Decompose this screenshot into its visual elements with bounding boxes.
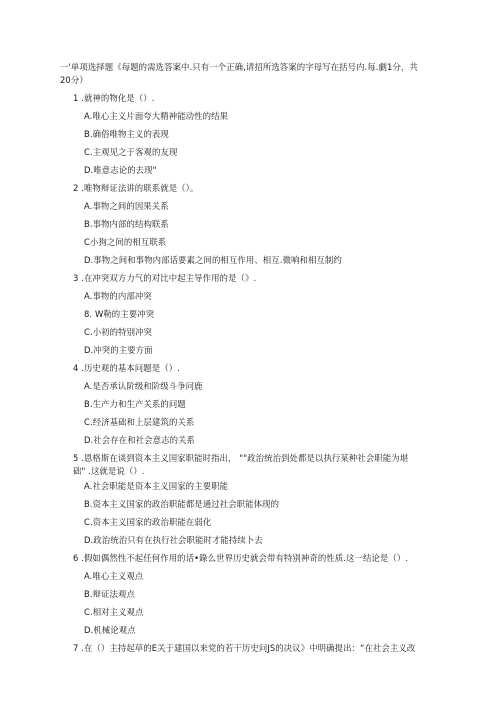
q6-option-d: D.机械论观点 — [84, 625, 136, 635]
q1-option-a: A.唯心主义片面夸大精神能动性的结果 — [84, 111, 229, 121]
question-1: 1 .就神的物化是（）. — [73, 93, 155, 103]
q2-option-c: C小狗之间的相互联系 — [84, 237, 167, 247]
question-6: 6 .假如偶然性不起任何作用的话•錄么世界历史就会带有特别神奇的性质.这一结论是（）. — [73, 553, 409, 563]
q5-option-c: C.资本主义国家的政治职能在弱化 — [84, 517, 212, 527]
q4-option-b: B.生产力和生产关系的问题 — [84, 399, 186, 409]
q6-option-c: C.相对主义观点 — [84, 607, 144, 617]
q3-option-d: D.冲突的主要方面 — [84, 345, 153, 355]
question-2: 2 .唯物辩证法讲的联系就是（）。 — [73, 183, 199, 193]
question-7: 7 .在（）主持起草的E关于建国以来党的若干历史问JS的决议》中明确提出：“在社会主义改 — [73, 643, 416, 653]
q4-option-a: A.是否承认阶级和阶级斗争问鹿 — [84, 381, 203, 391]
q2-option-b: B.事物内部的结构联系 — [84, 219, 169, 229]
question-5-cont: 础" .这就是说（）. — [73, 466, 145, 476]
q4-option-d: D.社会存在和社会意志的关系 — [84, 435, 196, 445]
q1-option-c: C.主观见之于客观的友现 — [84, 147, 178, 157]
q3-option-c: C.小初的特别冲突 — [84, 327, 153, 337]
q6-option-a: A.唯心主义观点 — [84, 571, 144, 581]
q2-option-a: A.事物之间的因果关系 — [84, 201, 169, 211]
q5-option-a: A.社会职能是资本主义国家的主要职能 — [84, 481, 229, 491]
q3-option-a: A.事物的内部冲突 — [84, 291, 152, 301]
question-3: 3 .在冲突双方力气的对比中起主导作用的是（》. — [73, 273, 257, 283]
q6-option-b: B.辩证法观点 — [84, 589, 135, 599]
q5-option-d: D.政治统治只有在执行社会职能时才能持续卜去 — [84, 535, 263, 545]
section-title: 一'单项选择题《每题的需选答案中.只有一个正确,请招所选答案的字母写在括号内.每.劇1分，共 — [60, 62, 418, 72]
q3-option-b: 8. W勒的主要冲突 — [84, 309, 155, 319]
question-5: 5 .恩格斯在谈到资本主义国家职能时指出， ""政治统治到处都是以执行某种社会职能为堪 — [73, 453, 409, 463]
q2-option-d: D.事物之间和事物内部话要素之间的相互作用、相互.微响和相互制约 — [84, 255, 342, 265]
q1-option-b: B.确俗唯物主义的表现 — [84, 129, 169, 139]
q1-option-d: D.唯意志论的去现" — [84, 165, 157, 175]
question-4: 4 .历史观的基本问题是（）. — [73, 363, 180, 373]
q5-option-b: B.资本主义国家的政治职能都是通过社会职能体现的 — [84, 499, 280, 509]
section-title-cont: 20分） — [60, 75, 88, 85]
q4-option-c: C.经济基础和上层建筑的关系 — [84, 417, 195, 427]
